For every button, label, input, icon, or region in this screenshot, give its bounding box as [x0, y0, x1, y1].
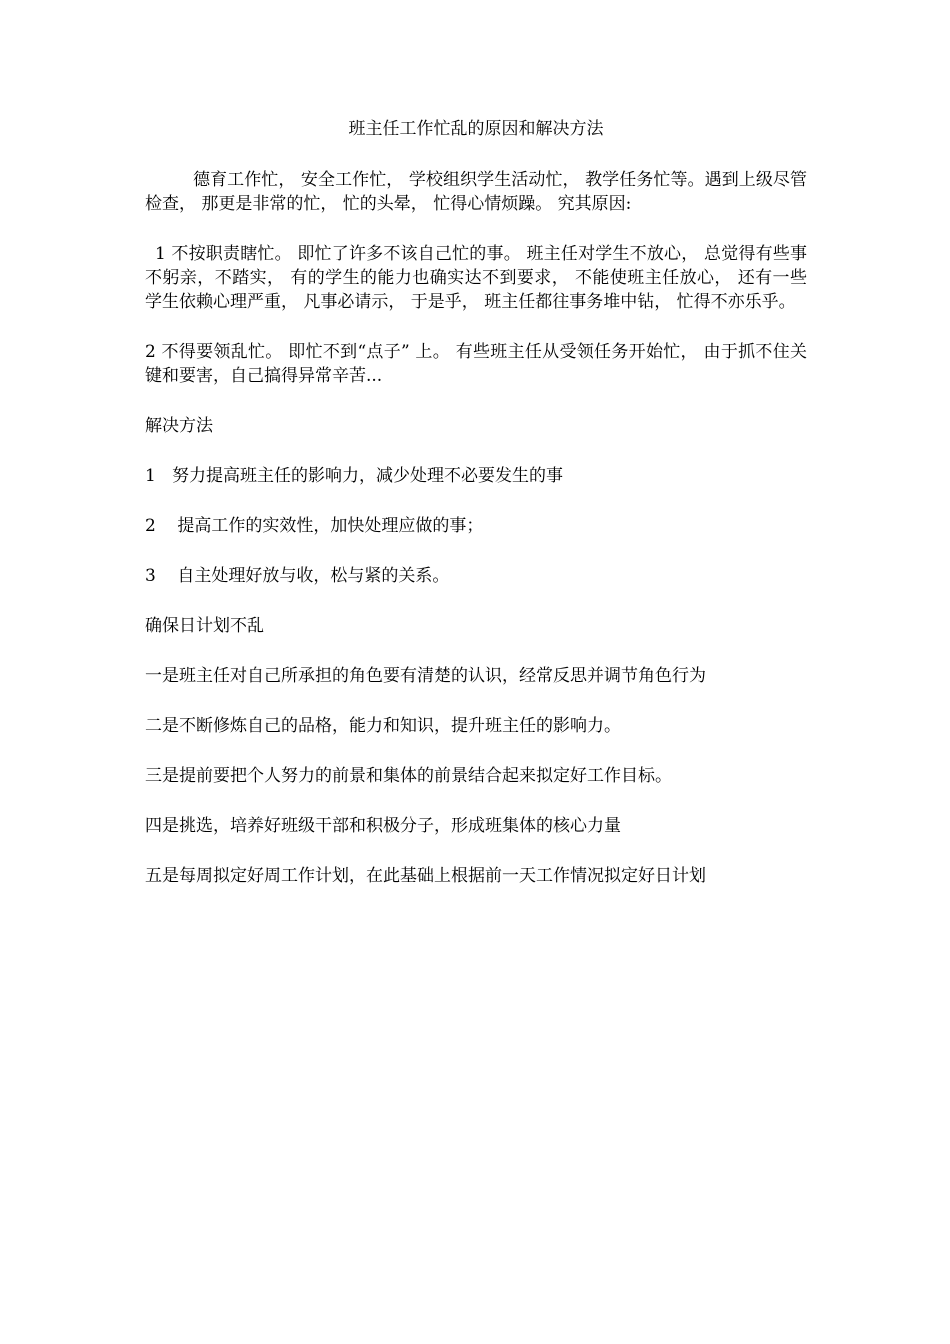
solutions-heading: 解决方法 [145, 416, 213, 436]
solution-item: 1 努力提高班主任的影响力，减少处理不必要发生的事 [145, 466, 564, 486]
solution-item: 2 提高工作的实效性，加快处理应做的事； [145, 516, 484, 536]
plan-item: 三是提前要把个人努力的前景和集体的前景结合起来拟定好工作目标。 [145, 766, 672, 786]
document-body [145, 118, 807, 914]
intro-paragraph: 德育工作忙， 安全工作忙， 学校组织学生活动忙， 教学任务忙等。遇到上级尽管检查， 那更是非常的忙， 忙的头晕， 忙得心情烦躁。 究其原因: [145, 170, 807, 214]
cause-paragraph-1: 1 不按职责瞎忙。 即忙了许多不该自己忙的事。 班主任对学生不放心， 总觉得有些事不躬亲，不踏实， 有的学生的能力也确实达不到要求， 不能使班主任放心， 还有一些 学生依赖心理严重， 凡事必请示， 于是乎， 班主任都往事务堆中钻， 忙得不亦乐乎。 [145, 244, 807, 312]
plan-item: 二是不断修炼自己的品格，能力和知识，提升班主任的影响力。 [145, 716, 621, 736]
solution-item: 3 自主处理好放与收，松与紧的关系。 [145, 566, 450, 586]
document-title: 班主任工作忙乱的原因和解决方法 [348, 119, 604, 139]
plan-item: 四是挑选，培养好班级干部和积极分子，形成班集体的核心力量 [145, 816, 621, 836]
cause-paragraph-2: 2 不得要领乱忙。 即忙不到“点子” 上。 有些班主任从受领任务开始忙， 由于抓不住关键和要害，自己搞得异常辛苦... [145, 342, 807, 386]
plan-item: 五是每周拟定好周工作计划，在此基础上根据前一天工作情况拟定好日计划 [145, 866, 706, 886]
plan-item: 一是班主任对自己所承担的角色要有清楚的认识，经常反思并调节角色行为 [145, 666, 706, 686]
plan-heading: 确保日计划不乱 [145, 616, 264, 636]
